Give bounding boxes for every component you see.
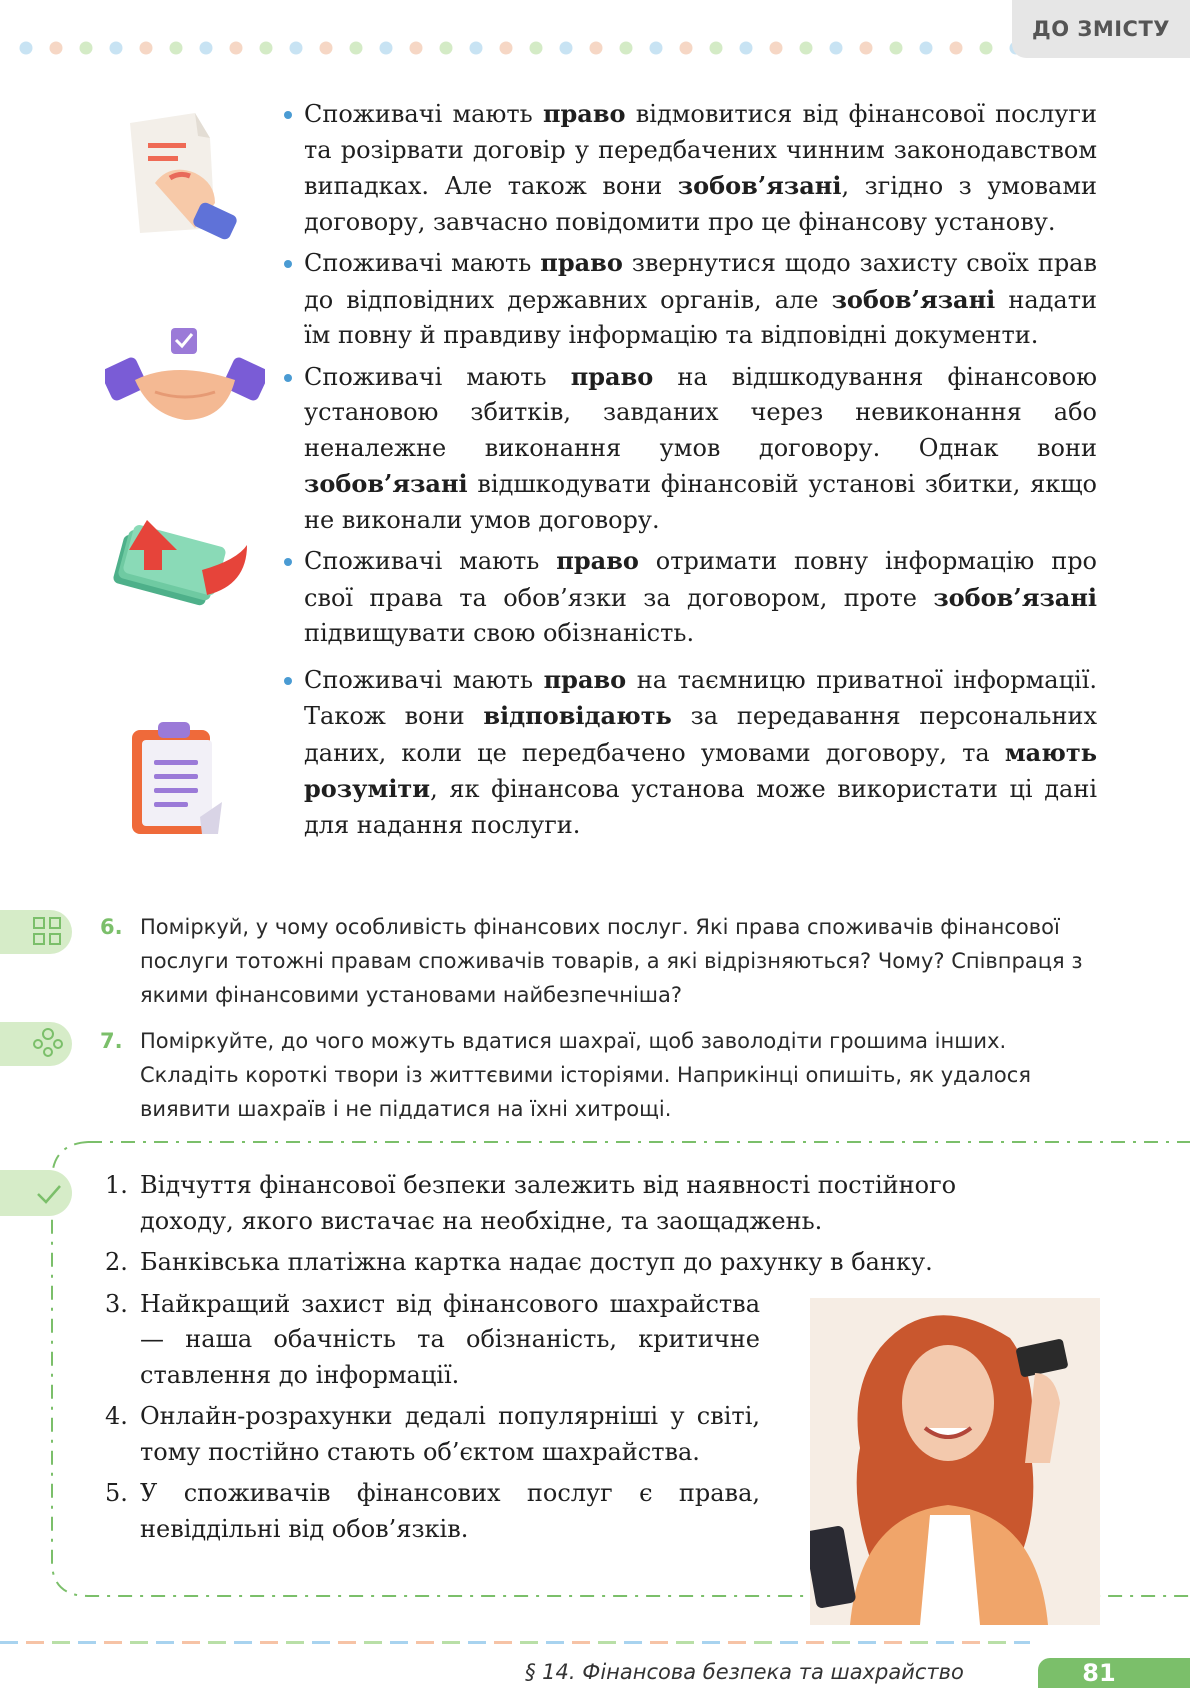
bullet-dot: [284, 374, 292, 382]
rights-bullet: Споживачі мають право відмовитися від фінансової послуги та розірвати договір у передбачених чинним законодавством випадках. Але також вони зобов’язані, згідно з умовами договору, завчасно повідомити про це фінансову установу.: [282, 96, 1097, 240]
group-icon: [0, 1022, 72, 1066]
task-number: 6.: [100, 915, 123, 939]
bullet-dot: [284, 677, 292, 685]
task-text: Поміркуйте, до чого можуть вдатися шахраї, щоб заволодіти грошима інших. Складіть короткі твори із життєвими історіями. Наприкінці опишіть, як удалося виявити шахраїв і не піддатися на їхні хитрощі.: [140, 1029, 1031, 1121]
summary-item: 2. Банківська платіжна картка надає доступ до рахунку в банку.: [105, 1248, 933, 1276]
bullet-dot: [284, 260, 292, 268]
summary-item: 1. Відчуття фінансової безпеки залежить від наявності постійного доходу, якого вистачає на необхідне, та заощаджень.: [105, 1171, 957, 1235]
contract-hand-icon: [110, 108, 245, 243]
check-icon: [0, 1170, 72, 1216]
summary-item: 3. Найкращий захист від фінансового шахрайства — наша обачність та обізнаність, критичне ставлення до інформації.: [105, 1289, 760, 1389]
page-number: 81: [1038, 1658, 1190, 1688]
clipboard-icon: [130, 722, 230, 837]
task-number: 7.: [100, 1029, 123, 1053]
woman-with-card-photo: [810, 1298, 1100, 1625]
qr-code-icon: [0, 910, 72, 954]
summary-item: 5. У споживачів фінансових послуг є права, невіддільні від обов’язків.: [105, 1479, 760, 1543]
section-title: § 14. Фінансова безпека та шахрайство: [525, 1660, 964, 1684]
rights-obligations-list: [282, 96, 1097, 844]
rights-bullet: Споживачі мають право звернутися щодо захисту своїх прав до відповідних державних органів, але зобов’язані надати їм повну й правдиву інформацію та відповідні документи.: [282, 245, 1097, 354]
rights-bullet: Споживачі мають право отримати повну інформацію про свої права та обов’язки за договором, проте зобов’язані підвищувати свою обізнаність.: [282, 543, 1097, 652]
summary-item: 4. Онлайн-розрахунки дедалі популярніші у світі, тому постійно стають об’єктом шахрайства.: [105, 1402, 760, 1466]
toc-link[interactable]: ДО ЗМІСТУ: [1012, 0, 1190, 58]
rights-bullet: Споживачі мають право на відшкодування фінансовою установою збитків, завданих через невиконання або неналежне виконання умов договору. Однак вони зобов’язані відшкодувати фінансовій установі збитки, якщо не виконали умов договору.: [282, 359, 1097, 539]
top-dots-decoration: [18, 40, 1028, 56]
footer-dash-decoration: [0, 1640, 1030, 1646]
handshake-icon: [105, 320, 265, 430]
bullet-dot: [284, 111, 292, 119]
money-refund-icon: [112, 510, 257, 610]
task-text: Поміркуй, у чому особливість фінансових послуг. Які права споживачів фінансової послуги тотожні правам споживачів товарів, а які відрізняються? Чому? Співпраця з якими фінансовими установами найбезпечніша?: [140, 915, 1083, 1007]
task-6: [100, 910, 1100, 1012]
rights-bullet: Споживачі мають право на таємницю приватної інформації. Також вони відповідають за передавання персональних даних, коли це передбачено умовами договору, та мають розуміти, як фінансова установа може використати ці дані для надання послуги.: [282, 662, 1097, 844]
task-7: [100, 1024, 1100, 1126]
bullet-dot: [284, 558, 292, 566]
